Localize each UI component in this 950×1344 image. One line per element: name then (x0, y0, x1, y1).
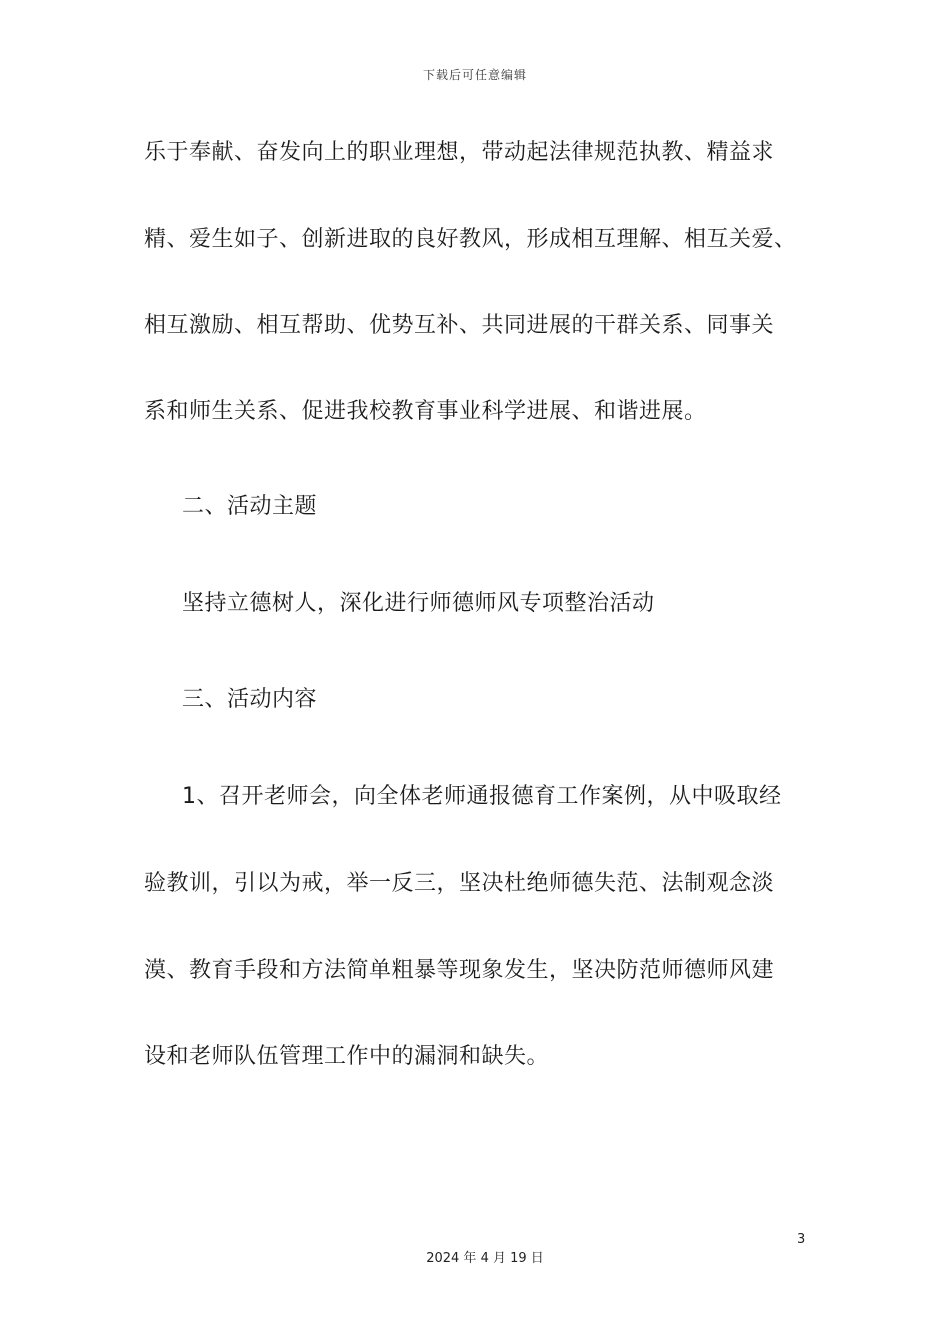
page-number: 3 (797, 1232, 806, 1247)
section-heading-theme: 二、活动主题 (182, 494, 318, 519)
paragraph-line: 1、召开老师会，向全体老师通报德育工作案例，从中吸取经 (182, 784, 782, 809)
paragraph-line: 验教训，引以为戒，举一反三，坚决杜绝师德失范、法制观念淡 (144, 871, 775, 896)
paragraph-line: 精、爱生如子、创新进取的良好教风，形成相互理解、相互关爱、 (144, 227, 797, 252)
section-heading-content: 三、活动内容 (182, 687, 318, 712)
paragraph-line: 设和老师队伍管理工作中的漏洞和缺失。 (144, 1044, 550, 1069)
header-note: 下载后可任意编辑 (422, 68, 527, 82)
paragraph-line: 漠、教育手段和方法简单粗暴等现象发生，坚决防范师德师风建 (144, 958, 775, 983)
paragraph-line: 相互激励、相互帮助、优势互补、共同进展的干群关系、同事关 (144, 313, 775, 338)
theme-text: 坚持立德树人，深化进行师德师风专项整治活动 (182, 591, 655, 616)
paragraph-line: 乐于奉献、奋发向上的职业理想，带动起法律规范执教、精益求 (144, 140, 775, 165)
footer-date: 2024 年 4 月 19 日 (426, 1251, 544, 1266)
paragraph-line: 系和师生关系、促进我校教育事业科学进展、和谐进展。 (144, 399, 707, 424)
